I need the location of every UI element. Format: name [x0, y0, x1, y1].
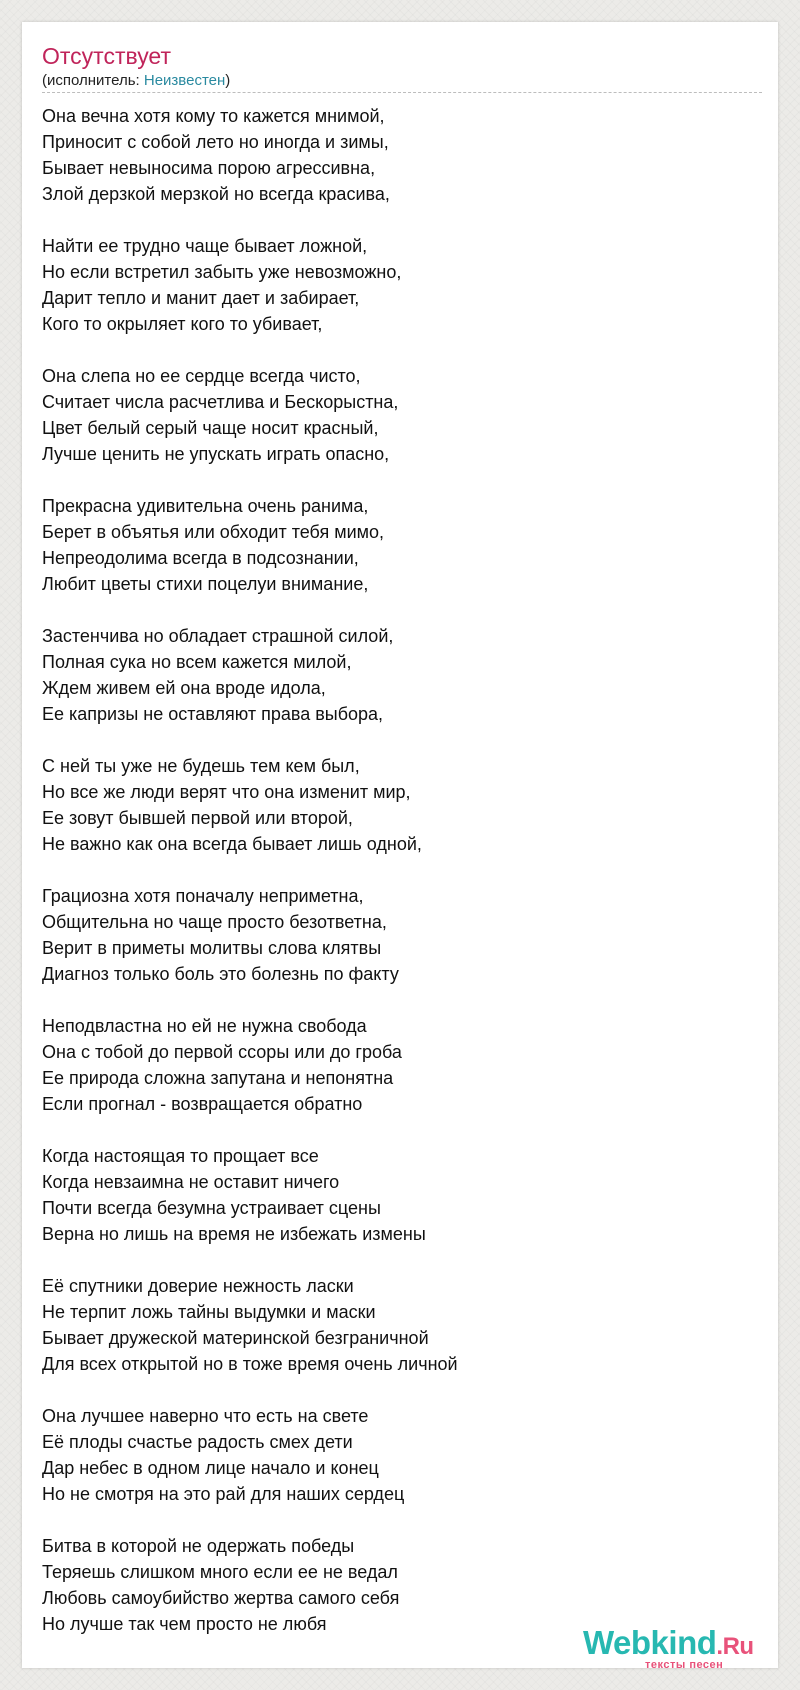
lyrics-line: Приносит с собой лето но иногда и зимы,: [42, 132, 389, 152]
lyrics-line: Бывает невыносима порою агрессивна,: [42, 158, 376, 178]
lyrics-line: Когда настоящая то прощает все: [42, 1146, 319, 1166]
lyrics-line: Дарит тепло и манит дает и забирает,: [42, 288, 360, 308]
lyrics-line: Кого то окрыляет кого то убивает,: [42, 314, 323, 334]
lyrics-line: Полная сука но всем кажется милой,: [42, 652, 352, 672]
header-divider: [42, 92, 762, 93]
lyrics-stanza: [42, 1013, 758, 1117]
lyrics-stanza: [42, 623, 758, 727]
lyrics-line: Ее капризы не оставляют права выбора,: [42, 704, 384, 724]
site-logo[interactable]: [583, 1625, 783, 1681]
artist-prefix: (исполнитель:: [42, 72, 144, 89]
lyrics-line: Битва в которой не одержать победы: [42, 1536, 355, 1556]
lyrics-line: Грациозна хотя поначалу неприметна,: [42, 886, 364, 906]
lyrics-line: Но лучше так чем просто не любя: [42, 1614, 327, 1634]
lyrics-line: Она вечна хотя кому то кажется мнимой,: [42, 106, 385, 126]
lyrics-stanza: [42, 233, 758, 337]
lyrics-line: Считает числа расчетлива и Бескорыстна,: [42, 392, 399, 412]
lyrics-line: Для всех открытой но в тоже время очень личной: [42, 1354, 458, 1374]
lyrics-line: Верна но лишь на время не избежать измены: [42, 1224, 426, 1244]
lyrics-line: Любовь самоубийство жертва самого себя: [42, 1588, 400, 1608]
lyrics-body: [42, 103, 758, 1663]
artist-suffix: ): [225, 72, 231, 89]
lyrics-line: Но если встретил забыть уже невозможно,: [42, 262, 402, 282]
lyrics-line: Найти ее трудно чаще бывает ложной,: [42, 236, 368, 256]
lyrics-stanza: [42, 1533, 758, 1637]
lyrics-line: Бывает дружеской материнской безграничной: [42, 1328, 429, 1348]
lyrics-line: Злой дерзкой мерзкой но всегда красива,: [42, 184, 390, 204]
lyrics-line: Её плоды счастье радость смех дети: [42, 1432, 353, 1452]
lyrics-line: Берет в объятья или обходит тебя мимо,: [42, 522, 385, 542]
lyrics-line: Ждем живем ей она вроде идола,: [42, 678, 326, 698]
lyrics-line: Цвет белый серый чаще носит красный,: [42, 418, 379, 438]
lyrics-line: Застенчива но обладает страшной силой,: [42, 626, 394, 646]
lyrics-stanza: [42, 363, 758, 467]
lyrics-line: Неподвластна но ей не нужна свобода: [42, 1016, 367, 1036]
lyrics-line: Диагноз только боль это болезнь по факту: [42, 964, 399, 984]
artist-line: [42, 71, 758, 91]
lyrics-line: Почти всегда безумна устраивает сцены: [42, 1198, 381, 1218]
lyrics-line: Теряешь слишком много если ее не ведал: [42, 1562, 398, 1582]
lyrics-line: Ее зовут бывшей первой или второй,: [42, 808, 353, 828]
lyrics-line: Но не смотря на это рай для наших сердец: [42, 1484, 405, 1504]
lyrics-stanza: [42, 1403, 758, 1507]
lyrics-stanza: [42, 883, 758, 987]
lyrics-line: Ее природа сложна запутана и непонятна: [42, 1068, 394, 1088]
lyrics-stanza: [42, 493, 758, 597]
lyrics-line: Но все же люди верят что она изменит мир,: [42, 782, 411, 802]
lyrics-line: Прекрасна удивительна очень ранима,: [42, 496, 369, 516]
lyrics-line: Общительна но чаще просто безответна,: [42, 912, 387, 932]
lyrics-stanza: [42, 753, 758, 857]
lyrics-line: Непреодолима всегда в подсознании,: [42, 548, 359, 568]
lyrics-line: Когда невзаимна не оставит ничего: [42, 1172, 340, 1192]
lyrics-card: [22, 22, 778, 1668]
lyrics-line: Её спутники доверие нежность ласки: [42, 1276, 354, 1296]
logo-tld: .Ru: [716, 1633, 754, 1660]
lyrics-line: С ней ты уже не будешь тем кем был,: [42, 756, 360, 776]
lyrics-stanza: [42, 1143, 758, 1247]
artist-link[interactable]: Неизвестен: [143, 72, 226, 89]
lyrics-line: Любит цветы стихи поцелуи внимание,: [42, 574, 369, 594]
song-title: Отсутствует: [42, 43, 171, 69]
lyrics-line: Если прогнал - возвращается обратно: [42, 1094, 363, 1114]
logo-tagline: тексты песен: [645, 1659, 724, 1671]
lyrics-stanza: [42, 103, 758, 207]
lyrics-line: Она слепа но ее сердце всегда чисто,: [42, 366, 361, 386]
lyrics-line: Лучше ценить не упускать играть опасно,: [42, 444, 390, 464]
lyrics-line: Не терпит ложь тайны выдумки и маски: [42, 1302, 376, 1322]
lyrics-line: Дар небес в одном лице начало и конец: [42, 1458, 379, 1478]
lyrics-line: Она лучшее наверно что есть на свете: [42, 1406, 369, 1426]
lyrics-stanza: [42, 1273, 758, 1377]
lyrics-line: Верит в приметы молитвы слова клятвы: [42, 938, 382, 958]
lyrics-line: Она с тобой до первой ссоры или до гроба: [42, 1042, 402, 1062]
lyrics-line: Не важно как она всегда бывает лишь одной,: [42, 834, 422, 854]
logo-main-text: Webkind: [583, 1624, 717, 1661]
song-header: [42, 42, 758, 91]
